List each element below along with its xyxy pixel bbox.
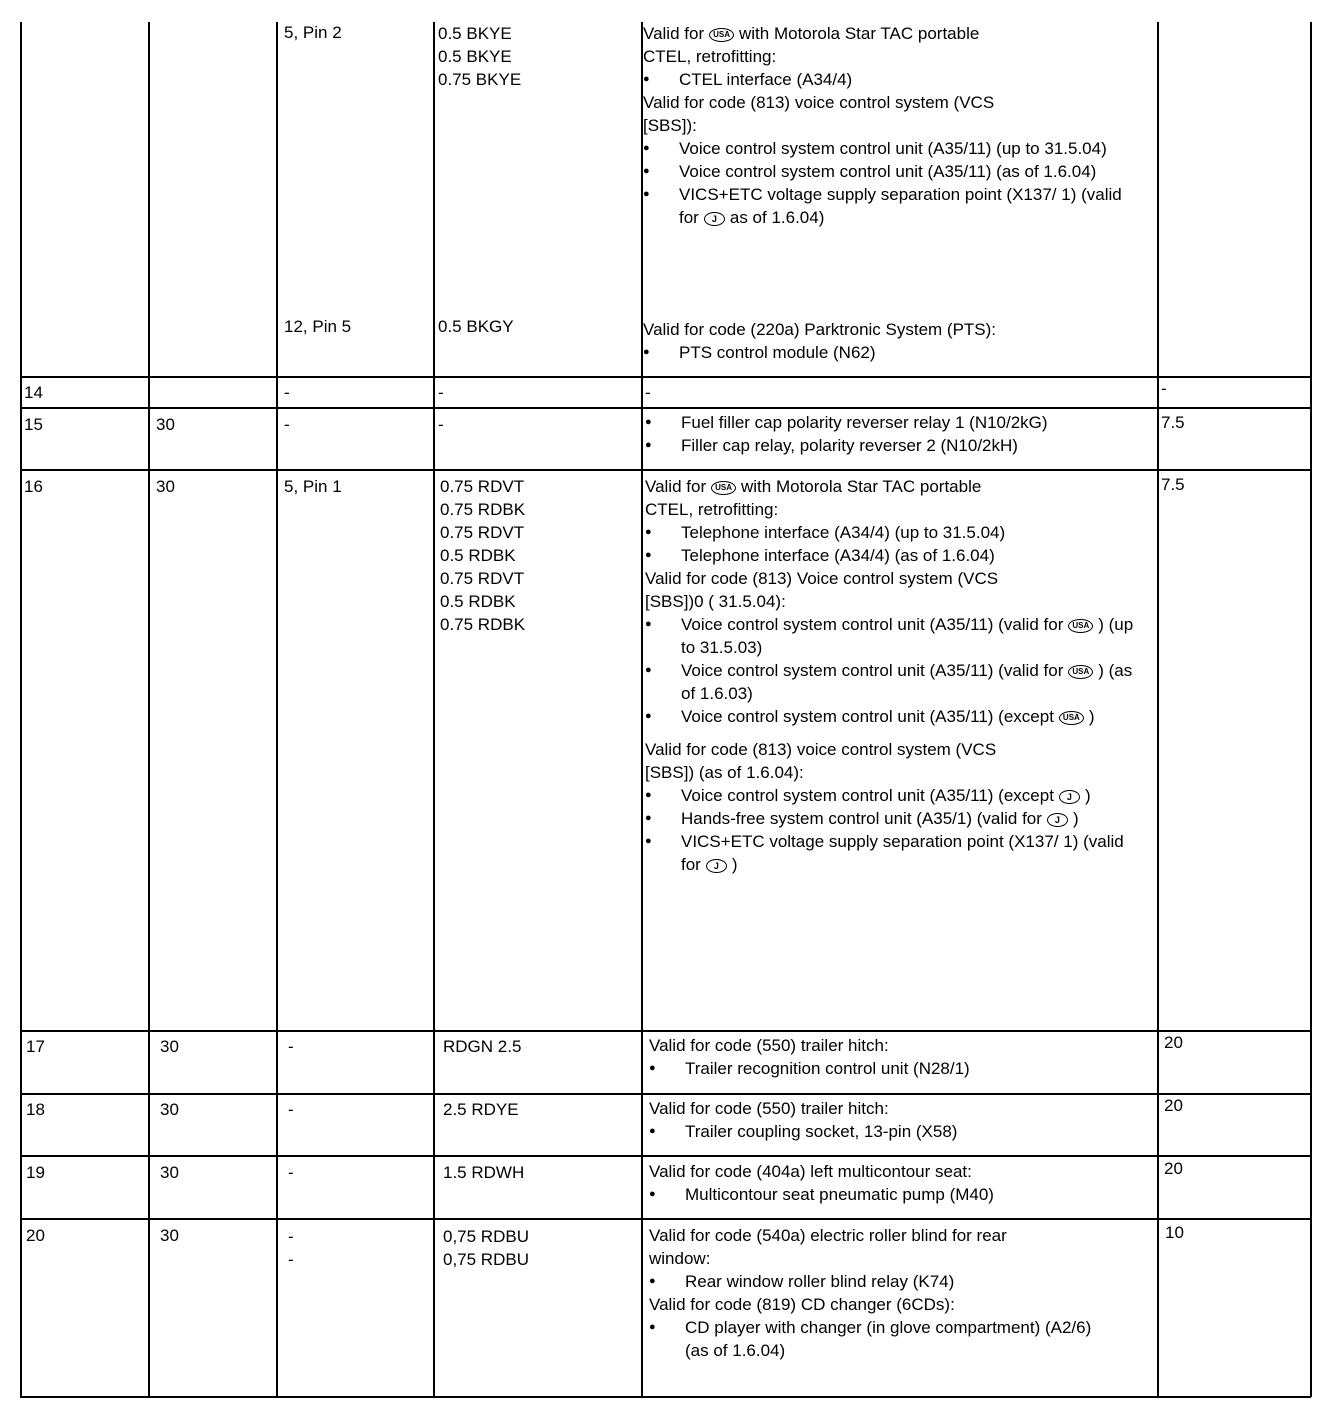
desc-cell [649, 1160, 1154, 1206]
col-line [148, 22, 150, 1397]
desc-line: [SBS]): [643, 116, 697, 135]
wire-cell: 1.5 RDWH [443, 1163, 525, 1182]
desc-bullet: ● CD player with changer (in glove compartment) (A2/6) (as of 1.6.04) [649, 1316, 1119, 1362]
pin-value: - [288, 1227, 294, 1246]
row-line [20, 469, 1311, 471]
desc-line: Valid for code (550) trailer hitch: [649, 1099, 889, 1118]
desc-bullet: ● VICS+ETC voltage supply separation point (X137/ 1) (valid for J as of 1.6.04) [643, 183, 1133, 229]
pin-cell: 12, Pin 5 [284, 317, 352, 336]
pin-cell: 5, Pin 2 [284, 23, 342, 42]
desc-line: Valid for USA with Motorola Star TAC portable [643, 24, 980, 43]
desc-bullet: ● Filler cap relay, polarity reverser 2 (N10/2kH) [645, 434, 1150, 457]
desc-bullet: ● Voice control system control unit (A35/11) (valid for USA ) (as of 1.6.03) [645, 659, 1139, 705]
pin-cell: - [288, 1163, 294, 1182]
desc-line: Valid for code (220a) Parktronic System (PTS): [643, 320, 997, 339]
wire-cell [443, 1225, 529, 1271]
wire-cell: - [438, 415, 444, 434]
fuse-number: 19 [26, 1163, 45, 1182]
fuse-number: 14 [24, 383, 43, 402]
desc-cell: - [645, 383, 651, 402]
amperage-cell: 20 [1164, 1096, 1183, 1115]
col-line [1310, 22, 1312, 1397]
desc-bullet: ● Voice control system control unit (A35/11) (except USA ) [645, 705, 1139, 728]
terminal-cell: 30 [156, 477, 175, 496]
wire-value: 0.75 RDBK [440, 500, 526, 519]
row-line [20, 1218, 1311, 1220]
desc-bullet: ● Voice control system control unit (A35/11) (except J ) [645, 784, 1139, 807]
desc-line: [SBS])0 ( 31.5.04): [645, 592, 786, 611]
desc-cell [643, 318, 1133, 364]
desc-bullet: ● Telephone interface (A34/4) (as of 1.6.04) [645, 544, 1139, 567]
usa-icon: USA [1068, 665, 1093, 679]
desc-bullet: ● Hands-free system control unit (A35/1) (valid for J ) [645, 807, 1139, 830]
desc-line: Valid for code (404a) left multicontour seat: [649, 1162, 972, 1181]
desc-bullet: ● VICS+ETC voltage supply separation point (X137/ 1) (valid for J ) [645, 830, 1139, 876]
fuse-number: 17 [26, 1037, 45, 1056]
pin-value: - [288, 1250, 294, 1269]
wire-value: 0,75 RDBU [443, 1250, 529, 1269]
amperage-cell: - [1161, 379, 1167, 398]
pin-cell [288, 1225, 294, 1271]
wire-value: 0.75 BKYE [438, 70, 522, 89]
desc-bullet: ● Voice control system control unit (A35/11) (up to 31.5.04) [643, 137, 1133, 160]
amperage-cell: 10 [1165, 1223, 1184, 1242]
terminal-cell: 30 [156, 415, 175, 434]
desc-bullet: ● CTEL interface (A34/4) [643, 68, 1133, 91]
row-line [20, 376, 1311, 378]
desc-line: Valid for code (813) voice control system (VCS [643, 93, 995, 112]
row-line [20, 1093, 1311, 1095]
amperage-cell: 20 [1164, 1159, 1183, 1178]
desc-bullet: ● Fuel filler cap polarity reverser relay 1 (N10/2kG) [645, 411, 1150, 434]
desc-line: Valid for code (813) Voice control system (VCS [645, 569, 999, 588]
desc-line: CTEL, retrofitting: [643, 47, 777, 66]
row-line [20, 1030, 1311, 1032]
col-line [1157, 22, 1159, 1397]
japan-icon: J [1047, 813, 1068, 827]
amperage-cell: 7.5 [1161, 475, 1185, 494]
terminal-cell: 30 [160, 1226, 179, 1245]
usa-icon: USA [1059, 711, 1084, 725]
wire-cell: RDGN 2.5 [443, 1037, 522, 1056]
col-line [20, 22, 22, 1397]
wire-value: 0.5 RDBK [440, 592, 516, 611]
desc-line: Valid for code (813) voice control system (VCS [645, 740, 997, 759]
desc-cell [645, 475, 1139, 876]
wire-value: 0.75 RDVT [440, 477, 525, 496]
fuse-number: 16 [24, 477, 43, 496]
terminal-cell: 30 [160, 1163, 179, 1182]
desc-line: [SBS]) (as of 1.6.04): [645, 763, 804, 782]
wire-value: 0.5 RDBK [440, 546, 516, 565]
amperage-cell: 20 [1164, 1033, 1183, 1052]
desc-line: Valid for code (540a) electric roller blind for rear window: [649, 1226, 1007, 1268]
desc-cell [649, 1034, 1154, 1080]
wire-cell: 0.5 BKGY [438, 317, 514, 336]
pin-cell: - [284, 415, 290, 434]
desc-line: Valid for code (550) trailer hitch: [649, 1036, 889, 1055]
row-line [20, 1155, 1311, 1157]
row-line [20, 1396, 1311, 1398]
wire-value: 0.5 BKYE [438, 47, 512, 66]
desc-bullet: ● Voice control system control unit (A35/11) (valid for USA ) (up to 31.5.03) [645, 613, 1139, 659]
pin-cell: - [288, 1037, 294, 1056]
desc-bullet: ● Telephone interface (A34/4) (up to 31.5.04) [645, 521, 1139, 544]
amperage-cell: 7.5 [1161, 413, 1185, 432]
pin-cell: - [284, 383, 290, 402]
desc-bullet: ● Trailer coupling socket, 13-pin (X58) [649, 1120, 1154, 1143]
wire-value: 0.5 BKYE [438, 24, 512, 43]
col-line [276, 22, 278, 1397]
wire-value: 0,75 RDBU [443, 1227, 529, 1246]
wire-cell: - [438, 383, 444, 402]
usa-icon: USA [711, 481, 736, 495]
pin-cell: - [288, 1100, 294, 1119]
wire-cell [438, 22, 521, 91]
wire-cell: 2.5 RDYE [443, 1100, 519, 1119]
desc-line: Valid for code (819) CD changer (6CDs): [649, 1295, 955, 1314]
desc-line: CTEL, retrofitting: [645, 500, 779, 519]
desc-cell [643, 22, 1133, 229]
japan-icon: J [1059, 790, 1080, 804]
pin-cell: 5, Pin 1 [284, 477, 342, 496]
wire-cell [440, 475, 525, 636]
usa-icon: USA [709, 28, 734, 42]
desc-cell [649, 1097, 1154, 1143]
terminal-cell: 30 [160, 1100, 179, 1119]
desc-bullet: ● Rear window roller blind relay (K74) [649, 1270, 1119, 1293]
wire-value: 0.75 RDVT [440, 569, 525, 588]
col-line [433, 22, 435, 1397]
desc-cell [645, 411, 1150, 457]
fuse-number: 18 [26, 1100, 45, 1119]
japan-icon: J [704, 212, 725, 226]
wire-value: 0.75 RDBK [440, 615, 526, 634]
wire-value: 0.75 RDVT [440, 523, 525, 542]
fuse-number: 15 [24, 415, 43, 434]
desc-bullet: ● PTS control module (N62) [643, 341, 1133, 364]
usa-icon: USA [1068, 619, 1093, 633]
desc-bullet: ● Trailer recognition control unit (N28/1) [649, 1057, 1154, 1080]
row-line [20, 407, 1311, 409]
desc-bullet: ● Voice control system control unit (A35/11) (as of 1.6.04) [643, 160, 1133, 183]
terminal-cell: 30 [160, 1037, 179, 1056]
fuse-number: 20 [26, 1226, 45, 1245]
desc-bullet: ● Multicontour seat pneumatic pump (M40) [649, 1183, 1154, 1206]
desc-cell [649, 1224, 1119, 1362]
japan-icon: J [706, 859, 727, 873]
desc-line: Valid for USA with Motorola Star TAC portable [645, 477, 982, 496]
